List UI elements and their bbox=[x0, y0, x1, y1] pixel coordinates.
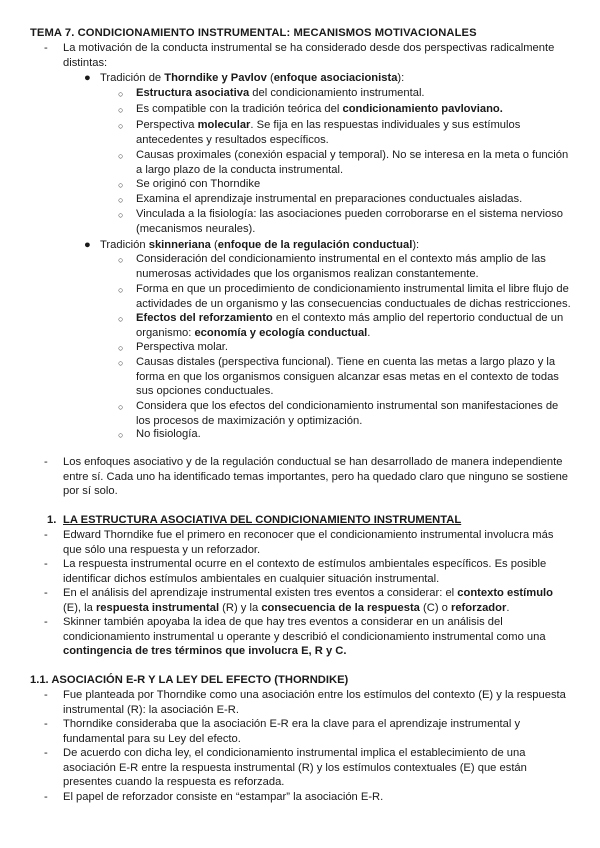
dash-marker: - bbox=[44, 747, 48, 759]
list-item: Forma en que un procedimiento de condicionamiento instrumental limita el libre flujo de actividades de un organismo y las consecuencias conductuales de dichas restricciones. bbox=[136, 283, 571, 310]
list-item: Se originó con Thorndike bbox=[136, 178, 261, 190]
bold-span: molecular bbox=[197, 119, 251, 131]
dash-marker: - bbox=[44, 42, 48, 54]
dash-marker: - bbox=[44, 689, 48, 701]
list-item: Consideración del condicionamiento instrumental en el contexto más amplio de las numerosas actividades que los organismos realizan constantemente. bbox=[136, 253, 546, 280]
circle-bullet-icon: ○ bbox=[118, 314, 124, 324]
text-span: del condicionamiento instrumental. bbox=[249, 87, 425, 99]
bold-span: Efectos del reforzamiento bbox=[136, 312, 273, 324]
circle-bullet-icon: ○ bbox=[118, 285, 124, 295]
text-span: ( bbox=[210, 239, 218, 251]
text-span: Es compatible con la tradición teórica del bbox=[136, 103, 343, 115]
bold-span: consecuencia de la respuesta bbox=[261, 601, 420, 614]
text-span: (E), la bbox=[63, 601, 96, 614]
list-item bbox=[136, 118, 574, 147]
bold-span: skinneriana bbox=[148, 239, 211, 251]
list-item: Thorndike consideraba que la asociación E-R era la clave para el aprendizaje instrumental y fundamental para su Ley del efecto. bbox=[63, 718, 521, 745]
list-item: Examina el aprendizaje instrumental en preparaciones conductuales aisladas. bbox=[136, 193, 523, 205]
skinner-heading bbox=[100, 238, 570, 253]
bold-span: enfoque de la regulación conductual bbox=[217, 239, 413, 251]
list-item: Vinculada a la fisiología: las asociaciones pueden corroborarse en el sistema nervioso (mecanismos neurales). bbox=[136, 208, 564, 235]
text-span: En el análisis del aprendizaje instrumental existen tres eventos a considerar: el bbox=[63, 587, 458, 599]
text-span: en el contexto más amplio del repertorio conductual de un organismo: bbox=[136, 312, 564, 339]
list-item: Causas proximales (conexión espacial y temporal). No se interesa en la meta o función a largo plazo de la conducta instrumental. bbox=[136, 149, 569, 176]
dash-marker: - bbox=[44, 558, 48, 570]
dash-marker: - bbox=[44, 456, 48, 468]
circle-bullet-icon: ○ bbox=[118, 121, 124, 131]
circle-bullet-icon: ○ bbox=[118, 89, 124, 99]
summary-paragraph: Los enfoques asociativo y de la regulación conductual se han desarrollado de manera independiente entre sí. Cada uno ha identificado temas importantes, pero ha quedado claro que ninguno se sostiene por sí solo. bbox=[63, 456, 569, 498]
bold-span: respuesta instrumental bbox=[95, 601, 220, 614]
document-title: TEMA 7. CONDICIONAMIENTO INSTRUMENTAL: MECANISMOS MOTIVACIONALES bbox=[30, 27, 477, 39]
list-item bbox=[136, 102, 574, 117]
thorndike-heading bbox=[100, 71, 570, 86]
list-item bbox=[136, 86, 574, 101]
circle-bullet-icon: ○ bbox=[118, 343, 124, 353]
bold-span: enfoque asociacionista bbox=[273, 72, 398, 84]
intro-paragraph: La motivación de la conducta instrumental se ha considerado desde dos perspectivas radicalmente distintas: bbox=[63, 42, 555, 69]
circle-bullet-icon: ○ bbox=[118, 402, 124, 412]
list-item: No fisiología. bbox=[136, 428, 201, 440]
circle-bullet-icon: ○ bbox=[118, 255, 124, 265]
text-span: (R) y la bbox=[219, 601, 262, 614]
section-number: 1. bbox=[47, 514, 57, 526]
circle-bullet-icon: ○ bbox=[118, 180, 124, 190]
bullet-icon: ● bbox=[84, 239, 91, 251]
circle-bullet-icon: ○ bbox=[118, 358, 124, 368]
dash-marker: - bbox=[44, 616, 48, 628]
circle-bullet-icon: ○ bbox=[118, 105, 124, 115]
text-span: ): bbox=[397, 72, 405, 84]
text-span: ): bbox=[412, 239, 420, 251]
list-item bbox=[136, 311, 574, 340]
bold-span: Thorndike y Pavlov bbox=[164, 72, 267, 84]
section-heading: LA ESTRUCTURA ASOCIATIVA DEL CONDICIONAMIENTO INSTRUMENTAL bbox=[63, 514, 462, 526]
bullet-icon: ● bbox=[84, 72, 91, 84]
list-item: Perspectiva molar. bbox=[136, 341, 229, 353]
list-item: Considera que los efectos del condicionamiento instrumental son manifestaciones de los procesos de maximización y optimización. bbox=[136, 400, 559, 427]
subsection-heading: 1.1. ASOCIACIÓN E-R Y LA LEY DEL EFECTO (THORNDIKE) bbox=[30, 674, 349, 686]
bold-span: contexto estímulo bbox=[457, 587, 553, 599]
list-item bbox=[63, 586, 573, 615]
bold-span: contingencia de tres términos que involucra E, R y C. bbox=[63, 645, 347, 658]
text-span: Tradición de bbox=[100, 72, 165, 84]
list-item: El papel de reforzador consiste en “estampar” la asociación E-R. bbox=[63, 791, 384, 803]
text-span: . Se fija en las respuestas individuales y sus estímulos antecedentes y resultados específicos. bbox=[136, 119, 521, 146]
bold-span: reforzador bbox=[450, 601, 507, 614]
text-span: Skinner también apoyaba la idea de que hay tres eventos a considerar en un análisis del condicionamiento instrumental u operante y describió el condicionamiento instrumental como una bbox=[63, 616, 546, 643]
bold-span: Estructura asociativa bbox=[136, 87, 250, 99]
text-span: . bbox=[367, 326, 371, 339]
text-span: Tradición bbox=[100, 239, 149, 251]
text-span: (C) o bbox=[419, 601, 451, 614]
dash-marker: - bbox=[44, 718, 48, 730]
bold-span: economía y ecología conductual bbox=[194, 326, 368, 339]
list-item: De acuerdo con dicha ley, el condicionamiento instrumental implica el establecimiento de una asociación E-R entre la respuesta instrumental (R) y los estímulos contextuales (E) que están presentes cuando la respuesta es reforzada. bbox=[63, 747, 527, 789]
text-span: ( bbox=[266, 72, 274, 84]
dash-marker: - bbox=[44, 529, 48, 541]
text-span: Perspectiva bbox=[136, 119, 198, 131]
list-item: La respuesta instrumental ocurre en el contexto de estímulos ambientales específicos. Es posible identificar dichos estímulos ambientales en cualquier situación instrumental. bbox=[63, 558, 547, 585]
list-item: Fue planteada por Thorndike como una asociación entre los estímulos del contexto (E) y la respuesta instrumental (R): la asociación E-R. bbox=[63, 689, 566, 716]
circle-bullet-icon: ○ bbox=[118, 151, 124, 161]
bold-span: condicionamiento pavloviano. bbox=[342, 103, 503, 115]
dash-marker: - bbox=[44, 791, 48, 803]
text-span: . bbox=[506, 601, 510, 614]
circle-bullet-icon: ○ bbox=[118, 195, 124, 205]
dash-marker: - bbox=[44, 587, 48, 599]
circle-bullet-icon: ○ bbox=[118, 210, 124, 220]
circle-bullet-icon: ○ bbox=[118, 430, 124, 440]
list-item: Causas distales (perspectiva funcional). Tiene en cuenta las metas a largo plazo y la forma en que los organismos consiguen alcanzar esas metas en el contexto de todas sus opciones conductuales. bbox=[136, 356, 559, 398]
list-item: Edward Thorndike fue el primero en reconocer que el condicionamiento instrumental involucra más que sólo una respuesta y un reforzador. bbox=[63, 529, 554, 556]
list-item bbox=[63, 615, 573, 659]
